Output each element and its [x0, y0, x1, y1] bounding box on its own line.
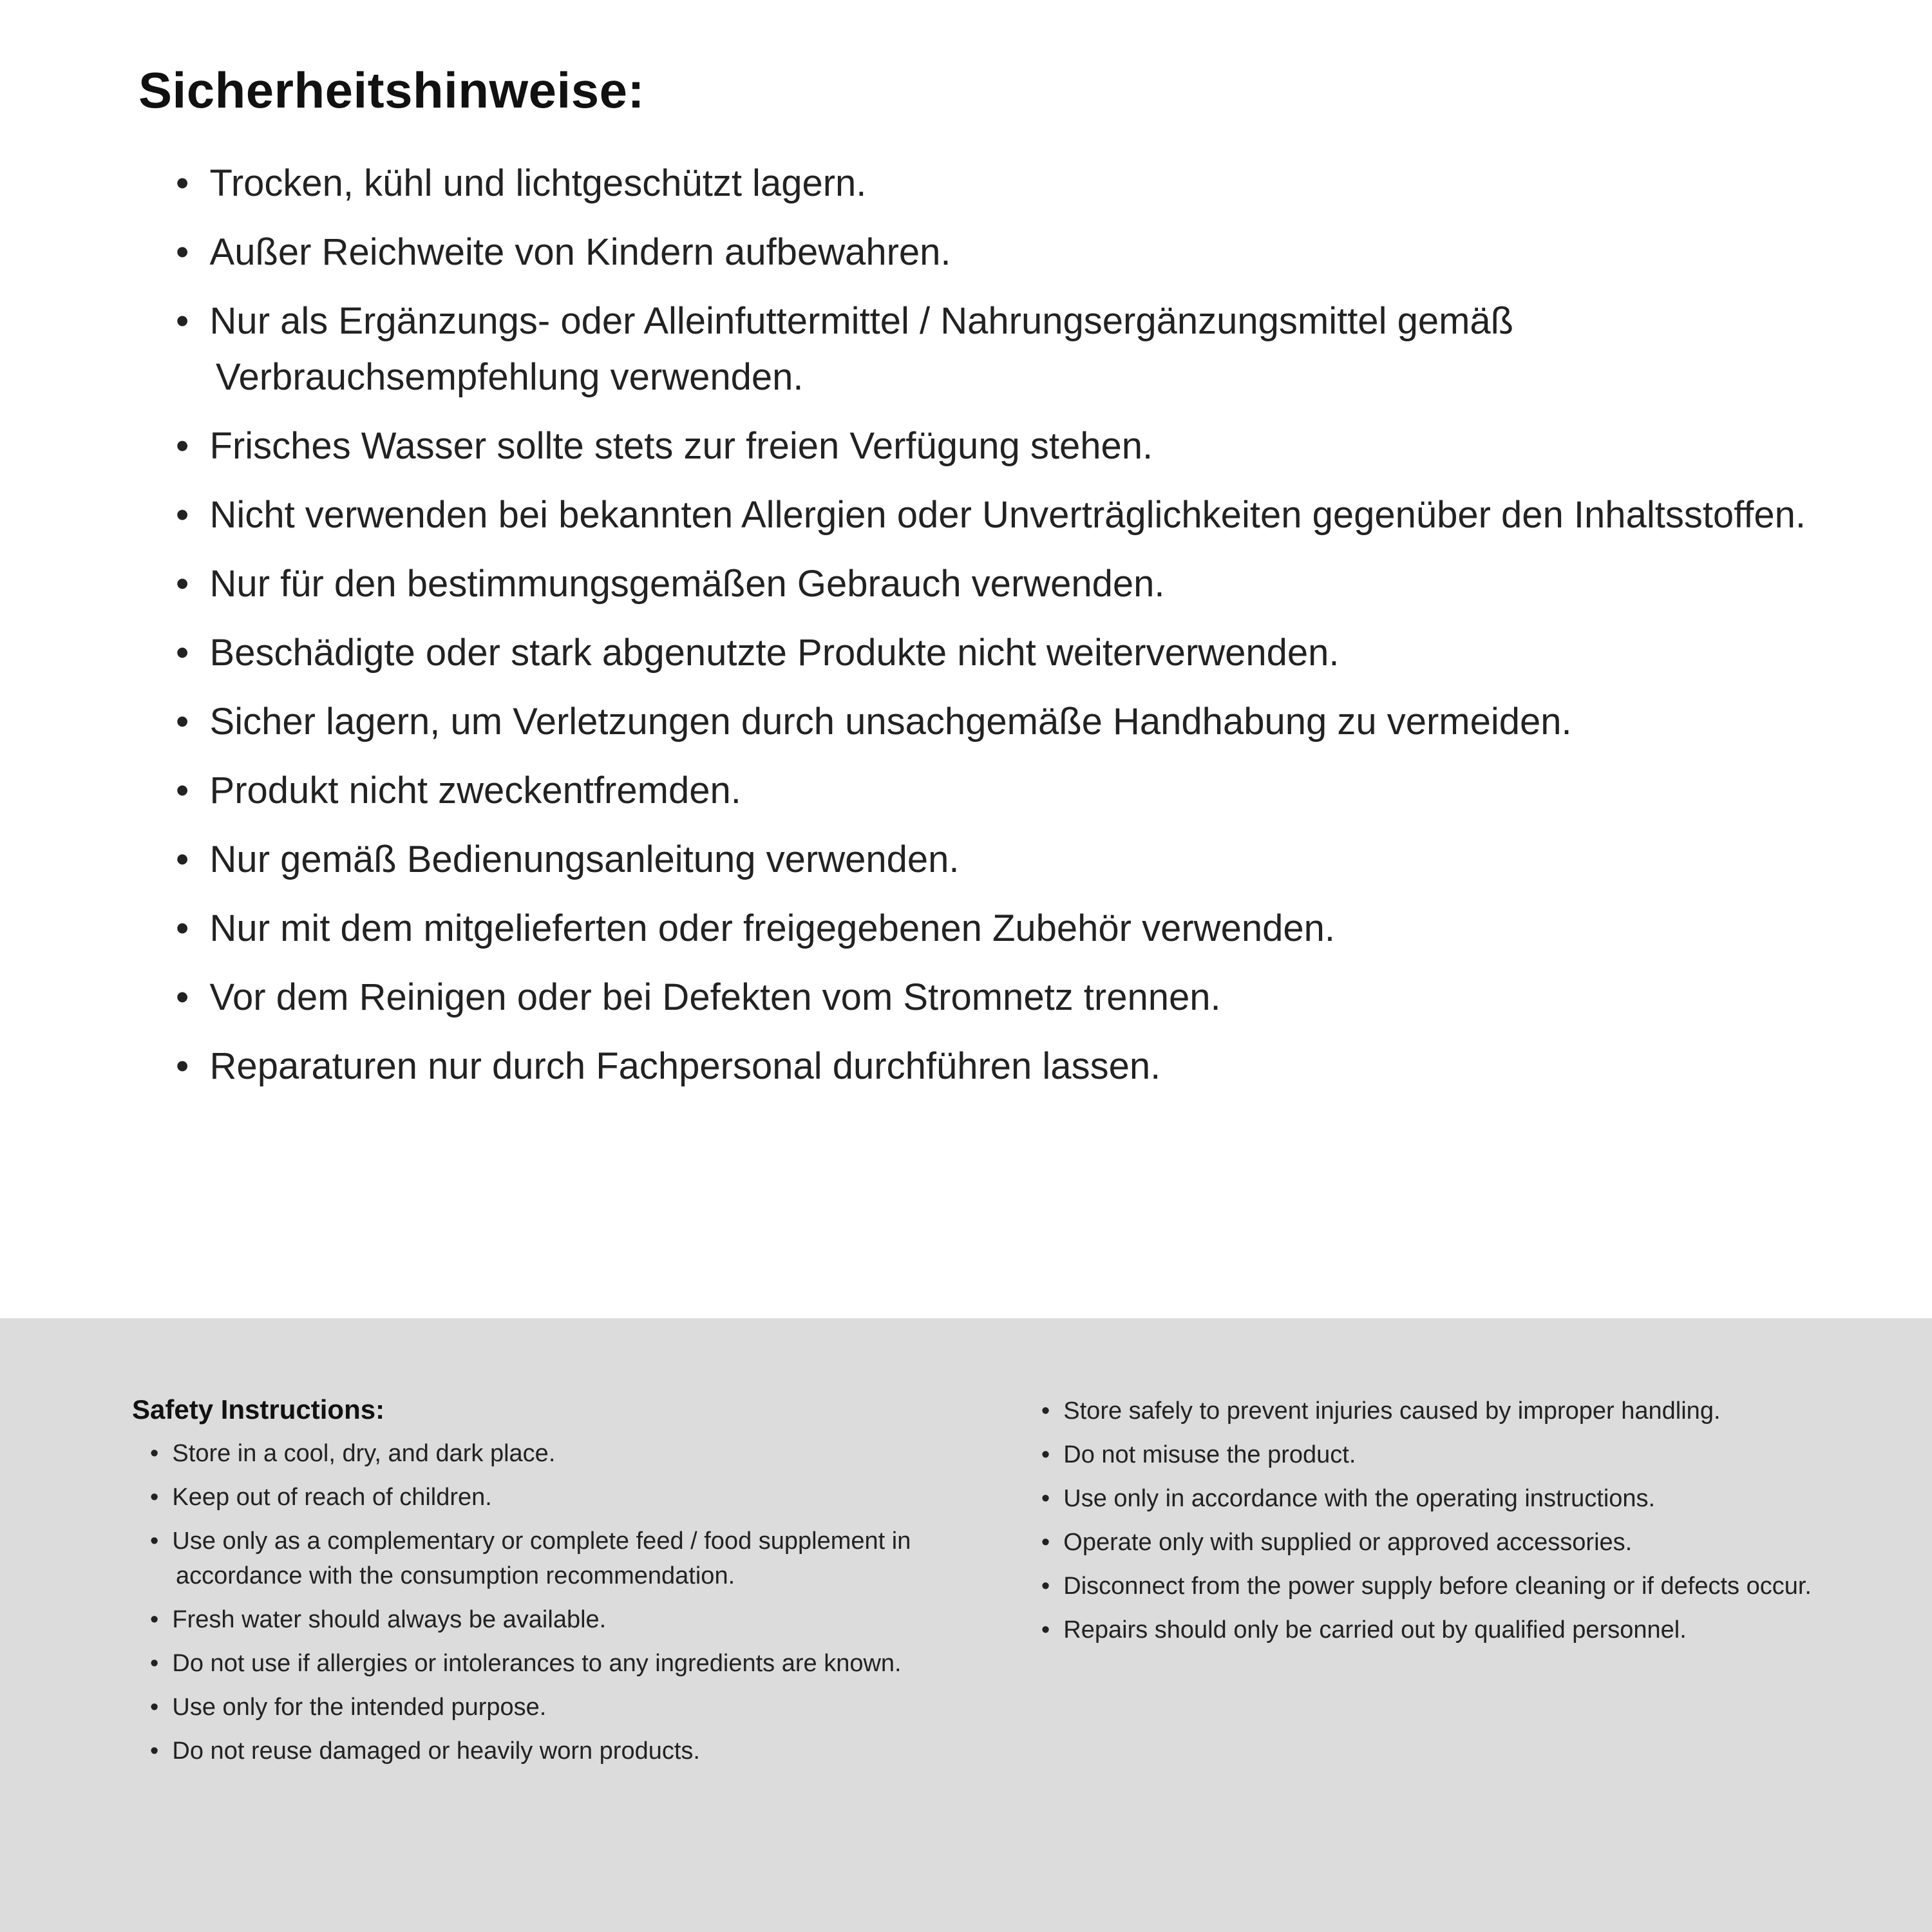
list-item: • Fresh water should always be available. [150, 1603, 971, 1638]
german-safety-list [138, 155, 1816, 1094]
list-item: • Nur gemäß Bedienungsanleitung verwenden. [176, 831, 1816, 887]
list-item: • Nicht verwenden bei bekannten Allergien oder Unverträglichkeiten gegenüber den Inhaltsstoffen. [176, 487, 1816, 543]
list-item: • Do not reuse damaged or heavily worn products. [150, 1734, 971, 1769]
english-left-column [132, 1394, 971, 1932]
english-safety-section [0, 1318, 1932, 1932]
list-item: • Store safely to prevent injuries caused by improper handling. [1041, 1394, 1842, 1429]
english-section-title: Safety Instructions: [132, 1394, 385, 1425]
list-item: • Trocken, kühl und lichtgeschützt lagern. [176, 155, 1816, 211]
list-item: • Do not misuse the product. [1041, 1438, 1842, 1473]
english-right-column [1041, 1394, 1842, 1932]
list-item: • Nur als Ergänzungs- oder Alleinfuttermittel / Nahrungsergänzungsmittel gemäß Verbrauchsempfehlung verwenden. [176, 293, 1816, 405]
list-item: • Sicher lagern, um Verletzungen durch unsachgemäße Handhabung zu vermeiden. [176, 694, 1816, 750]
list-item: • Disconnect from the power supply before cleaning or if defects occur. [1041, 1569, 1842, 1604]
list-item: • Vor dem Reinigen oder bei Defekten vom Stromnetz trennen. [176, 969, 1816, 1025]
list-item: • Produkt nicht zweckentfremden. [176, 762, 1816, 819]
list-item: • Keep out of reach of children. [150, 1481, 971, 1515]
list-item: • Nur für den bestimmungsgemäßen Gebrauch verwenden. [176, 556, 1816, 612]
list-item: • Außer Reichweite von Kindern aufbewahren. [176, 224, 1816, 280]
list-item: • Store in a cool, dry, and dark place. [150, 1437, 971, 1472]
english-safety-list-left [132, 1437, 971, 1769]
list-item: • Nur mit dem mitgelieferten oder freigegebenen Zubehör verwenden. [176, 900, 1816, 956]
list-item: • Frisches Wasser sollte stets zur freien Verfügung stehen. [176, 418, 1816, 474]
english-safety-list-right [1041, 1394, 1842, 1648]
list-item: • Repairs should only be carried out by qualified personnel. [1041, 1613, 1842, 1648]
german-section-title: Sicherheitshinweise: [138, 62, 645, 118]
list-item: • Do not use if allergies or intolerances to any ingredients are known. [150, 1647, 971, 1681]
list-item: • Use only for the intended purpose. [150, 1690, 971, 1725]
list-item: • Use only as a complementary or complete feed / food supplement in accordance with the consumption recommendation. [150, 1524, 971, 1594]
list-item: • Use only in accordance with the operating instructions. [1041, 1482, 1842, 1517]
list-item: • Operate only with supplied or approved accessories. [1041, 1526, 1842, 1560]
list-item: • Reparaturen nur durch Fachpersonal durchführen lassen. [176, 1038, 1816, 1094]
list-item: • Beschädigte oder stark abgenutzte Produkte nicht weiterverwenden. [176, 625, 1816, 681]
